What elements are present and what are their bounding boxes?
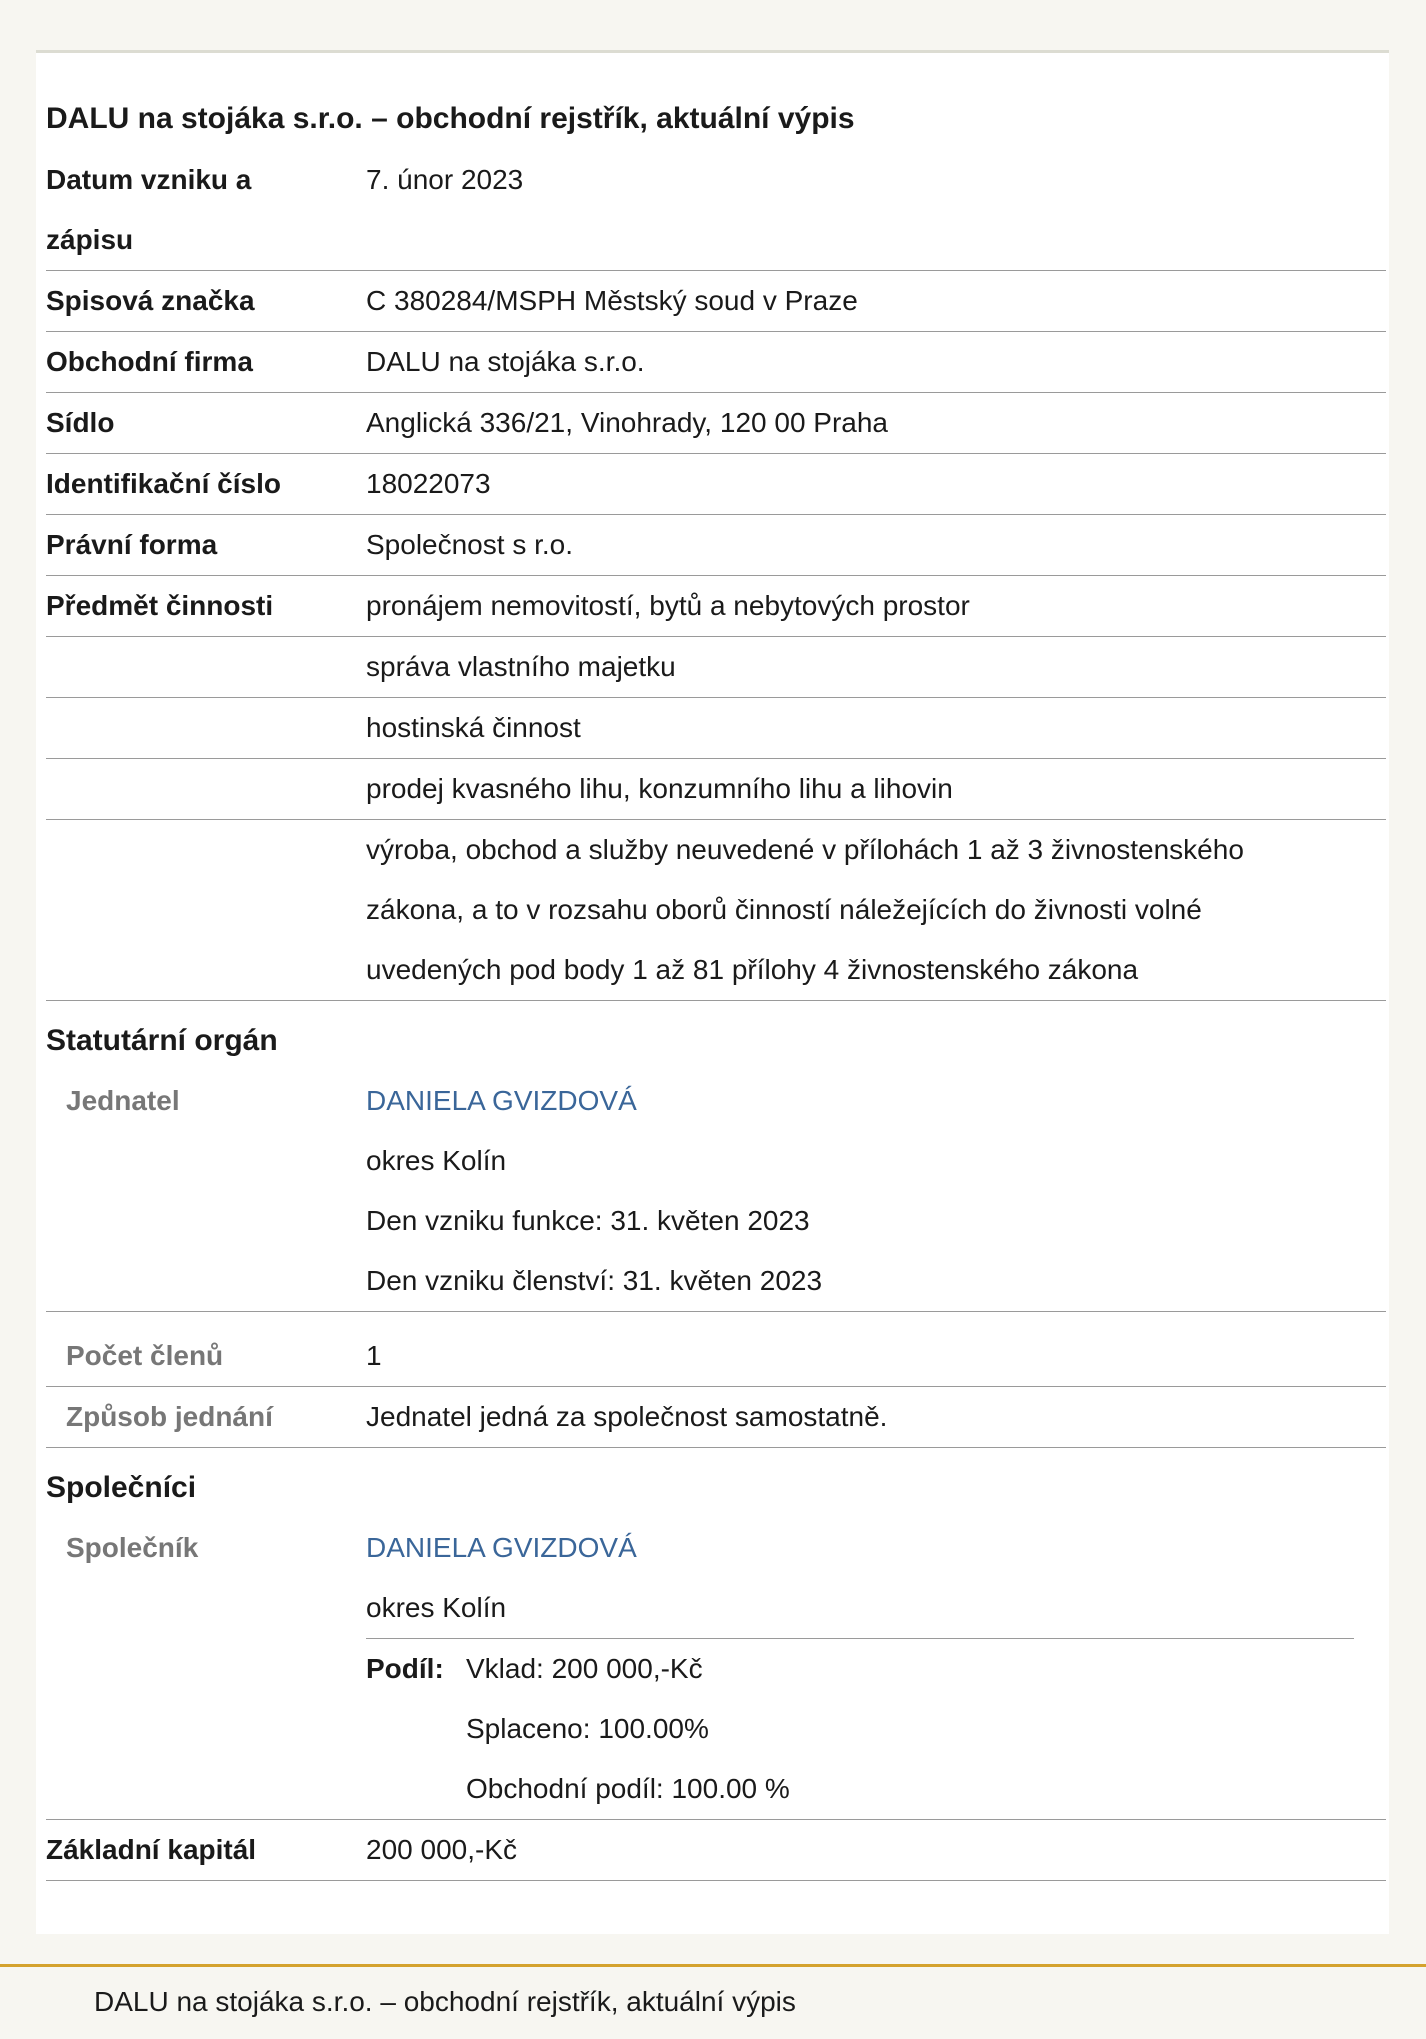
share-label: Podíl: bbox=[366, 1653, 444, 1684]
row-label: Sídlo bbox=[46, 407, 115, 438]
row-value: DANIELA GVIZDOVÁ okres Kolín Podíl: Vklad: 200 000,-Kč Splaceno: 100.00% Obchodní podíl: 100.00 % bbox=[366, 1518, 1386, 1819]
section-heading-spolecnici: Společníci bbox=[46, 1471, 197, 1504]
row-predmet-item bbox=[46, 759, 1386, 820]
row-jednatel bbox=[46, 1071, 1386, 1312]
row-value: pronájem nemovitostí, bytů a nebytových prostor bbox=[366, 590, 970, 621]
row-label: Základní kapitál bbox=[46, 1834, 257, 1865]
row-value: Společnost s r.o. bbox=[366, 529, 574, 560]
row-value: Jednatel jedná za společnost samostatně. bbox=[366, 1401, 888, 1432]
row-label: Způsob jednání bbox=[66, 1401, 273, 1432]
row-label: Právní forma bbox=[46, 529, 218, 560]
row-label: Jednatel bbox=[66, 1085, 180, 1116]
row-spisova-znacka bbox=[46, 271, 1386, 332]
row-spolecnik bbox=[46, 1518, 1386, 1820]
row-value: DALU na stojáka s.r.o. bbox=[366, 346, 645, 377]
row-label: Obchodní firma bbox=[46, 346, 253, 377]
row-value: správa vlastního majetku bbox=[366, 651, 676, 682]
row-zpusob-jednani bbox=[46, 1387, 1386, 1448]
footer-title: DALU na stojáka s.r.o. – obchodní rejstřík, aktuální výpis bbox=[94, 1986, 796, 2017]
row-value: 1 bbox=[366, 1340, 382, 1371]
row-pocet-clenu bbox=[46, 1326, 1386, 1387]
row-value: 18022073 bbox=[366, 468, 491, 499]
spacer bbox=[46, 1312, 1386, 1326]
row-sidlo bbox=[46, 393, 1386, 454]
row-label: Předmět činnosti bbox=[46, 590, 274, 621]
row-predmet-item bbox=[46, 698, 1386, 759]
share-block bbox=[366, 1638, 1354, 1819]
row-label: Datum vzniku a zápisu bbox=[46, 164, 252, 255]
row-label bbox=[46, 698, 366, 758]
row-label: Společník bbox=[66, 1532, 199, 1563]
share-values: Vklad: 200 000,-Kč Splaceno: 100.00% Obchodní podíl: 100.00 % bbox=[466, 1653, 790, 1804]
row-value: 7. únor 2023 bbox=[366, 164, 524, 195]
row-ico bbox=[46, 454, 1386, 515]
row-label: Identifikační číslo bbox=[46, 468, 281, 499]
row-label bbox=[46, 637, 366, 697]
row-predmet-item bbox=[46, 637, 1386, 698]
row-zakladni-kapital bbox=[46, 1820, 1386, 1881]
row-label: Počet členů bbox=[66, 1340, 224, 1371]
row-predmet-cinnosti bbox=[46, 576, 1386, 637]
row-value: DANIELA GVIZDOVÁ okres Kolín Den vzniku funkce: 31. květen 2023 Den vzniku členství: 31. květen 2023 bbox=[366, 1071, 1386, 1311]
section-heading-statutarni: Statutární orgán bbox=[46, 1024, 278, 1057]
page-title: DALU na stojáka s.r.o. – obchodní rejstřík, aktuální výpis bbox=[46, 102, 855, 135]
row-label bbox=[46, 820, 366, 1000]
row-label bbox=[46, 759, 366, 819]
person-link[interactable]: DANIELA GVIZDOVÁ bbox=[366, 1532, 637, 1563]
row-value: C 380284/MSPH Městský soud v Praze bbox=[366, 285, 858, 316]
row-datum-vzniku bbox=[46, 150, 1386, 271]
row-pravni-forma bbox=[46, 515, 1386, 576]
row-value: 200 000,-Kč bbox=[366, 1834, 517, 1865]
row-value: prodej kvasného lihu, konzumního lihu a lihovin bbox=[366, 773, 953, 804]
row-predmet-item bbox=[46, 820, 1386, 1001]
row-label: Spisová značka bbox=[46, 285, 255, 316]
row-value: Anglická 336/21, Vinohrady, 120 00 Praha bbox=[366, 407, 889, 438]
registry-table bbox=[46, 150, 1386, 1881]
row-value: hostinská činnost bbox=[366, 712, 581, 743]
row-value: výroba, obchod a služby neuvedené v přílohách 1 až 3 živnostenského zákona, a to v rozsahu oborů činností náležejících do živnosti volné uvedených pod body 1 až 81 přílohy 4 živnostenského zákona bbox=[366, 834, 1244, 985]
row-obchodni-firma bbox=[46, 332, 1386, 393]
person-link[interactable]: DANIELA GVIZDOVÁ bbox=[366, 1085, 637, 1116]
